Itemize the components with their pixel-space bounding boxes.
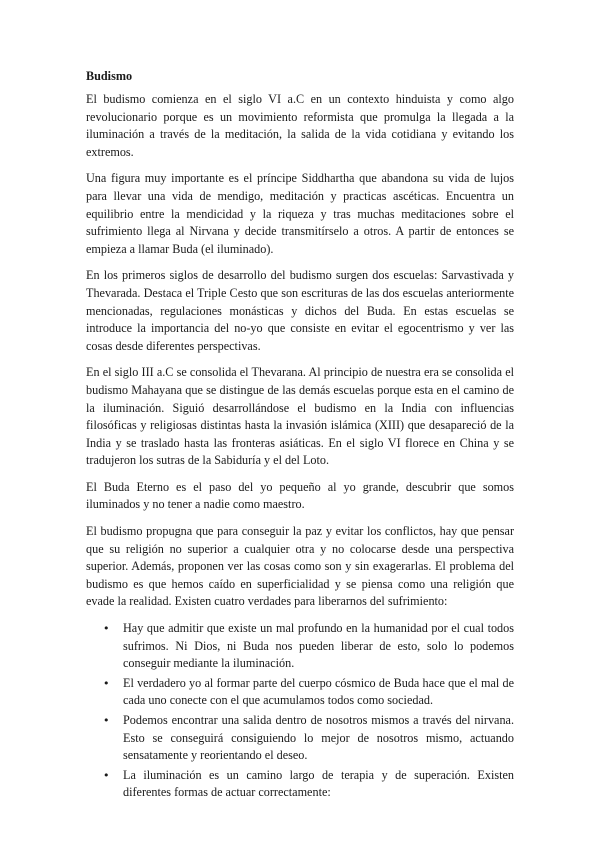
paragraph: En el siglo III a.C se consolida el Thevarana. Al principio de nuestra era se consolida el budismo Mahayana que se distingue de las demás escuelas porque esta en el camino de la iluminación. Siguió desarrollándose el budismo en la India con influencias filosóficas y religiosas distintas hasta la invasión islámica (XIII) que desapareció de la India y se traslado hasta las fronteras asiáticas. En el siglo VI florece en China y se tradujeron los sutras de la Sabiduría y el del Loto. xyxy=(86,365,514,468)
bullet-item: • Hay que admitir que existe un mal profundo en la humanidad por el cual todos sufrimos. Ni Dios, ni Buda nos pueden liberar de esto, solo lo podemos conseguir mediante la iluminación. xyxy=(123,620,514,673)
paragraph: El Buda Eterno es el paso del yo pequeño al yo grande, descubrir que somos iluminados y no tener a nadie como maestro. xyxy=(86,479,514,512)
paragraph: El budismo comienza en el siglo VI a.C en un contexto hinduista y como algo revolucionario porque es un movimiento reformista que promulga la llegada a la iluminación a través de la meditación, la salida de la vida cotidiana y evitando los extremos. xyxy=(86,92,514,159)
bullet-item: • El verdadero yo al formar parte del cuerpo cósmico de Buda hace que el mal de cada uno conecte con el que acumulamos todos como sociedad. xyxy=(123,675,514,710)
bullet-list xyxy=(86,620,514,802)
paragraph: Una figura muy importante es el príncipe Siddhartha que abandona su vida de lujos para llevar una vida de mendigo, meditación y practicas ascéticas. Encuentra un equilibrio entre la mendicidad y la riqueza y tras muchas meditaciones sobre el sufrimiento llega al Nirvana y decide transmitírselo a otros. A partir de entonces se empieza a llamar Buda (el iluminado). xyxy=(86,171,514,256)
bullet-item: • Podemos encontrar una salida dentro de nosotros mismos a través del nirvana. Esto se conseguirá consiguiendo lo mejor de nosotros mismo, actuando sensatamente y reorientando el deseo. xyxy=(123,712,514,765)
paragraph: En los primeros siglos de desarrollo del budismo surgen dos escuelas: Sarvastivada y Thevarada. Destaca el Triple Cesto que son escrituras de las dos escuelas anteriormente mencionadas, regulaciones monásticas y dichos del Buda. En estas escuelas se introduce la importancia del no-yo que consiste en evitar el egocentrismo y ver las cosas desde diferentes perspectivas. xyxy=(86,268,514,353)
bullet-item: • La iluminación es un camino largo de terapia y de superación. Existen diferentes formas de actuar correctamente: xyxy=(123,767,514,802)
document-body xyxy=(86,68,514,804)
document-title: Budismo xyxy=(86,69,133,83)
paragraph: El budismo propugna que para conseguir la paz y evitar los conflictos, hay que pensar que su religión no superior a cualquier otra y no colocarse desde una perspectiva superior. Además, proponen ver las cosas como son y sin exagerarlas. El problema del budismo es que hemos caído en superficialidad y se piensa como una religión que evade la realidad. Existen cuatro verdades para liberarnos del sufrimiento: xyxy=(86,524,514,609)
